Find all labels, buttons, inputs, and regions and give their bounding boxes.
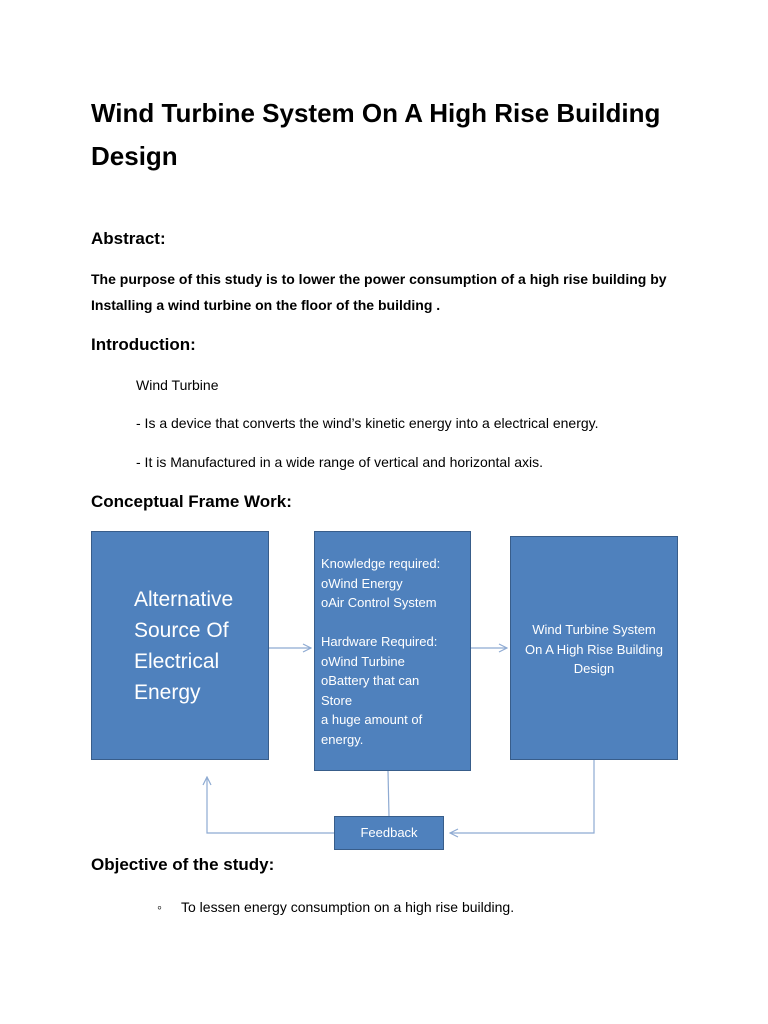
objective-item: To lessen energy consumption on a high rise building. xyxy=(181,899,515,915)
wind-turbine-system-text: Wind Turbine System On A High Rise Building Design xyxy=(524,622,664,676)
connector-arrow xyxy=(207,777,334,833)
connector-arrow xyxy=(450,760,594,833)
bullet-icon: ◦ xyxy=(157,899,162,915)
abstract-text: The purpose of this study is to lower the power consumption of a high rise building by Installing a wind turbine on the floor of the building . xyxy=(91,271,667,313)
feedback-box xyxy=(334,816,444,850)
intro-term: Wind Turbine xyxy=(136,377,219,393)
document-title: Wind Turbine System On A High Rise Building Design xyxy=(91,98,661,171)
requirements-box xyxy=(314,531,471,771)
alternative-energy-box xyxy=(91,531,269,760)
wind-turbine-system-box xyxy=(510,536,678,760)
objective-heading: Objective of the study: xyxy=(91,855,275,874)
connector-line xyxy=(388,771,389,816)
abstract-heading: Abstract: xyxy=(91,229,166,248)
requirements-text: Knowledge required: oWind Energy oAir Control System Hardware Required: oWind Turbine oBattery that can Store a huge amount of energy. xyxy=(321,556,441,747)
feedback-label: Feedback xyxy=(360,825,418,840)
intro-point: - It is Manufactured in a wide range of vertical and horizontal axis. xyxy=(136,454,543,470)
introduction-heading: Introduction: xyxy=(91,335,196,354)
framework-heading: Conceptual Frame Work: xyxy=(91,492,292,511)
alternative-energy-text: Alternative Source Of Electrical Energy xyxy=(134,588,234,704)
intro-point: - Is a device that converts the wind’s kinetic energy into a electrical energy. xyxy=(136,415,599,431)
